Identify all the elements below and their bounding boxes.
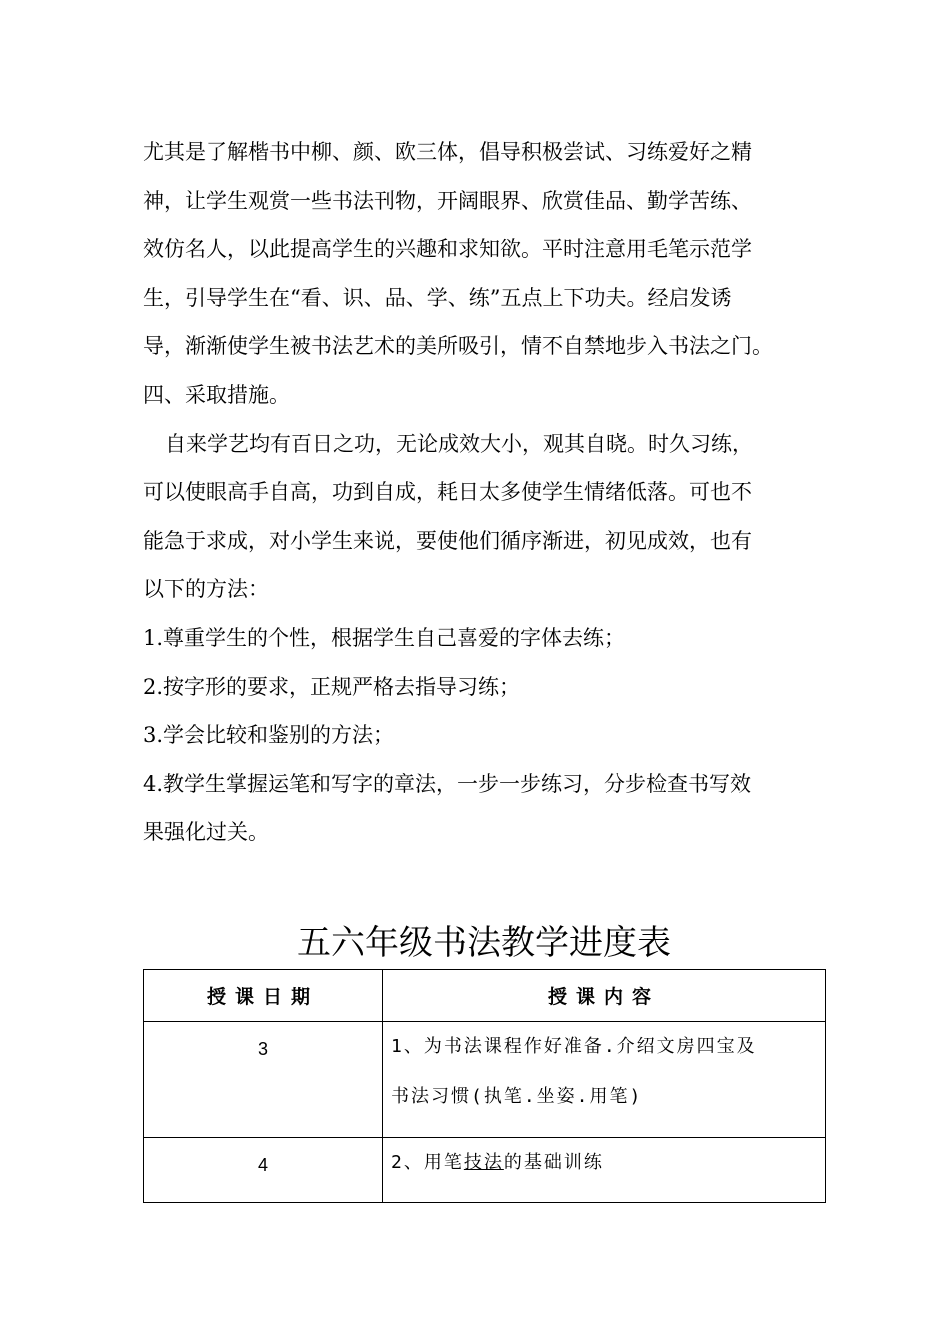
paragraph-line: 导，渐渐使学生被书法艺术的美所吸引，情不自禁地步入书法之门。 — [143, 334, 773, 359]
schedule-table — [143, 969, 826, 1203]
section-heading: 四、采取措施。 — [143, 382, 290, 407]
header-content: 授课内容 — [383, 970, 826, 1022]
table-title: 五六年级书法教学进度表 — [297, 923, 671, 963]
content-cell — [383, 1022, 826, 1138]
content-text: 的基础训练 — [503, 1152, 604, 1173]
paragraph-line: 尤其是了解楷书中柳、颜、欧三体，倡导积极尝试、习练爱好之精 — [143, 140, 752, 164]
list-item: 4.教学生掌握运笔和写字的章法，一步一步练习，分步检查书写效 — [143, 771, 752, 796]
date-cell: 4 — [144, 1138, 383, 1203]
paragraph-line: 可以使眼高手自高，功到自成，耗日太多使学生情绪低落。可也不 — [143, 480, 752, 505]
paragraph-line: 能急于求成，对小学生来说，要使他们循序渐进，初见成效，也有 — [143, 528, 752, 553]
header-date: 授课日期 — [144, 970, 383, 1022]
paragraph-line: 神，让学生观赏一些书法刊物，开阔眼界、欣赏佳品、勤学苦练、 — [143, 188, 752, 213]
list-item: 1.尊重学生的个性，根据学生自己喜爱的字体去练； — [143, 625, 626, 650]
paragraph-line: 以下的方法： — [143, 577, 269, 602]
content-line: 书法习惯(执笔.坐姿.用笔) — [391, 1086, 643, 1107]
list-item-continuation: 果强化过关。 — [143, 820, 269, 845]
list-item: 2.按字形的要求，正规严格去指导习练； — [143, 674, 521, 699]
list-item: 3.学会比较和鉴别的方法； — [143, 723, 395, 748]
paragraph-line: 效仿名人，以此提高学生的兴趣和求知欲。平时注意用毛笔示范学 — [143, 237, 752, 262]
table-header-row — [144, 970, 826, 1022]
table-row — [144, 1022, 826, 1138]
table-row — [144, 1138, 826, 1203]
content-line: 1、为书法课程作好准备.介绍文房四宝及 — [391, 1036, 757, 1057]
body-text — [143, 128, 813, 857]
underlined-text: 技法 — [463, 1152, 504, 1173]
date-cell: 3 — [144, 1022, 383, 1138]
content-text: 2、用笔 — [391, 1152, 464, 1173]
paragraph-line: 生，引导学生在“看、识、品、学、练”五点上下功夫。经启发诱 — [143, 285, 732, 310]
content-cell — [383, 1138, 826, 1203]
paragraph-line: 自来学艺均有百日之功，无论成效大小，观其自晓。时久习练， — [165, 431, 753, 456]
